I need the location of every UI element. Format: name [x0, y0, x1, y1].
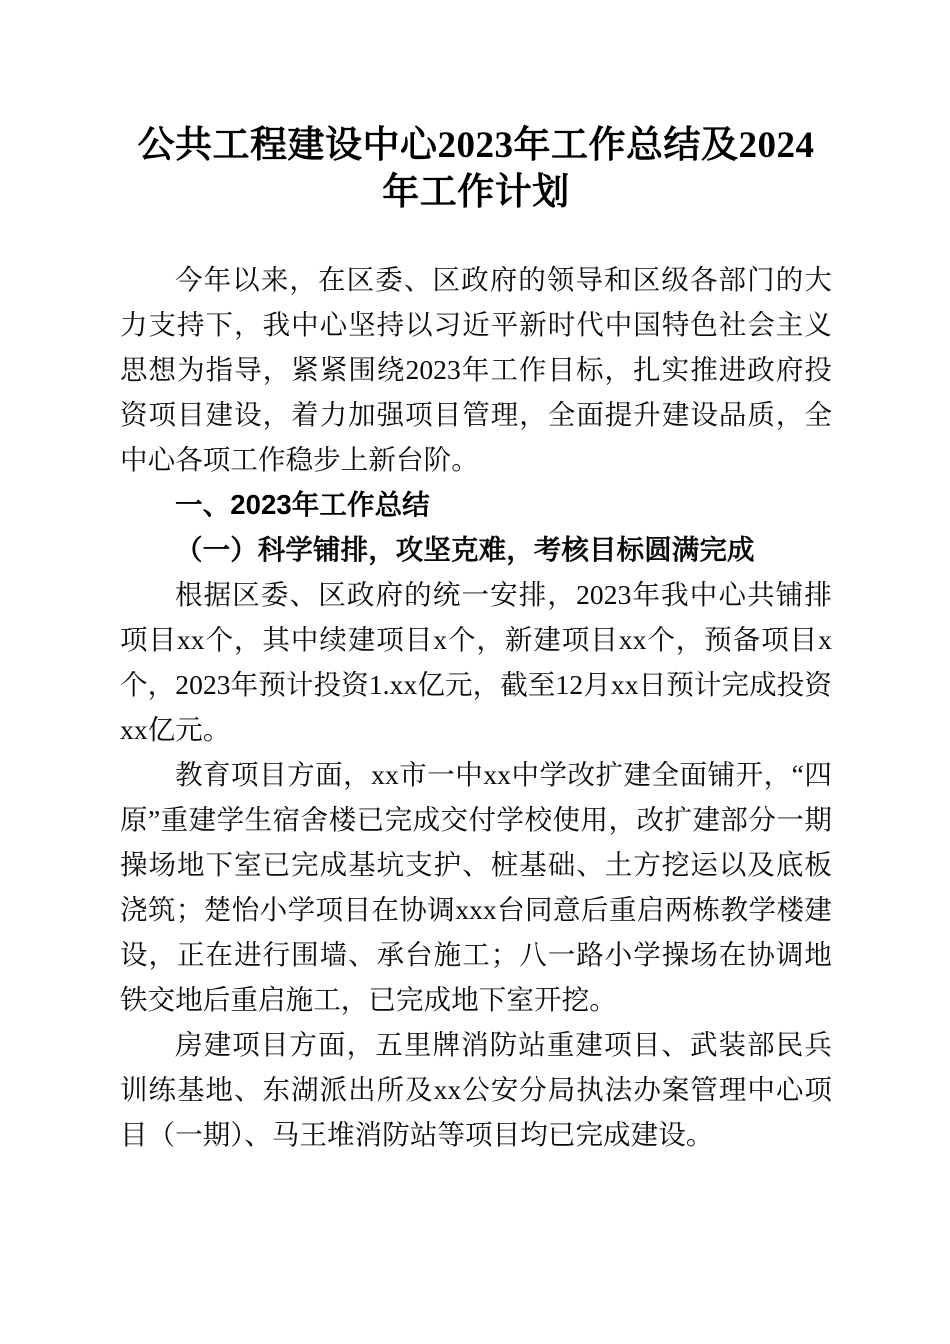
- page-title: 公共工程建设中心2023年工作总结及2024年工作计划: [137, 125, 815, 213]
- subsection-heading-1-1: （一）科学铺排，攻坚克难，考核目标圆满完成: [175, 534, 755, 565]
- intro-paragraph: 今年以来，在区委、区政府的领导和区级各部门的大力支持下，我中心坚持以习近平新时代中国特色社会主义思想为指导，紧紧围绕2023年工作目标，扎实推进政府投资项目建设，着力加强项目管理，全面提升建设品质，全中心各项工作稳步上新台阶。: [120, 264, 832, 475]
- paragraph-building-projects: 房建项目方面，五里牌消防站重建项目、武装部民兵训练基地、东湖派出所及xx公安分局执法办案管理中心项目（一期）、马王堆消防站等项目均已完成建设。: [120, 1029, 832, 1150]
- paragraph-education-projects: 教育项目方面，xx市一中xx中学改扩建全面铺开，“四原”重建学生宿舍楼已完成交付学校使用，改扩建部分一期操场地下室已完成基坑支护、桩基础、土方挖运以及底板浇筑；楚怡小学项目在协调xxx台同意后重启两栋教学楼建设，正在进行围墙、承台施工；八一路小学操场在协调地铁交地后重启施工，已完成地下室开挖。: [120, 759, 832, 1015]
- document-body: [120, 0, 832, 1157]
- section-heading-1: 一、2023年工作总结: [175, 489, 430, 520]
- title-body-spacer: [120, 216, 832, 257]
- paragraph-project-overview: 根据区委、区政府的统一安排，2023年我中心共铺排项目xx个，其中续建项目x个，新建项目xx个，预备项目x个，2023年预计投资1.xx亿元，截至12月xx日预计完成投资xx亿元。: [120, 579, 832, 745]
